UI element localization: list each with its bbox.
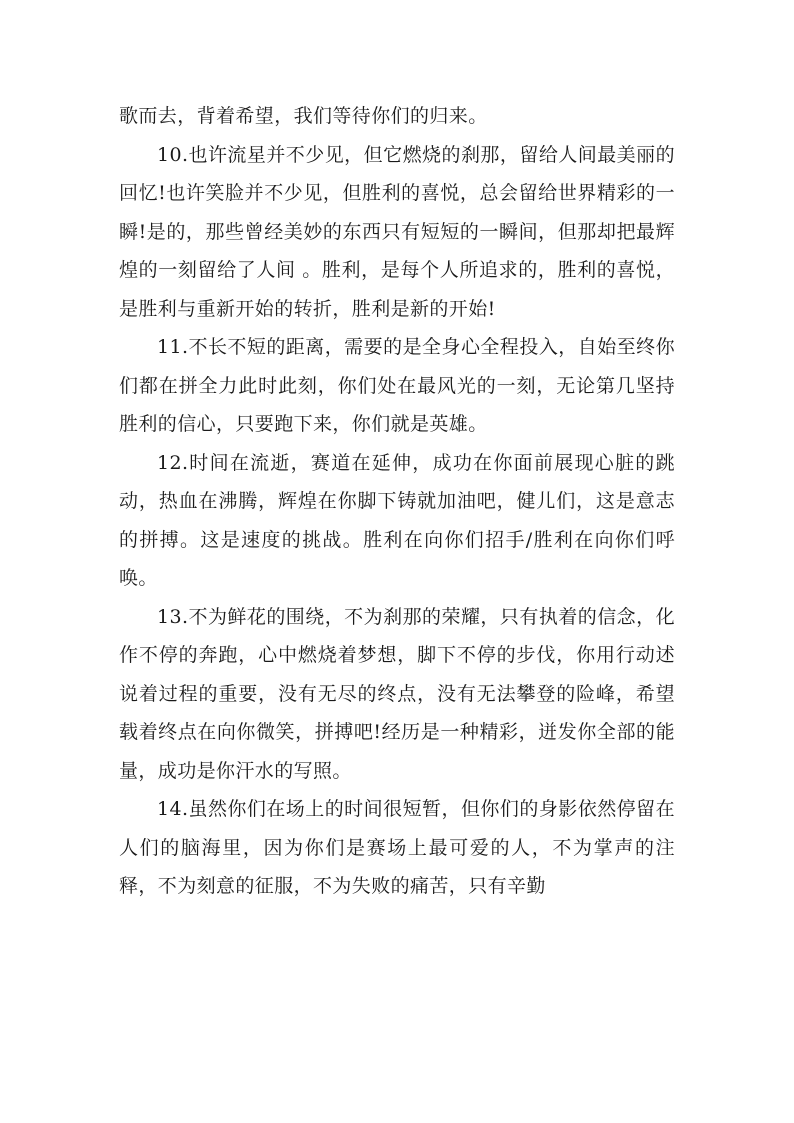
paragraph-item-13: 13.不为鲜花的围绕，不为刹那的荣耀，只有执着的信念，化作不停的奔跑，心中燃烧着梦想，脚下不停的步伐，你用行动述说着过程的重要，没有无尽的终点，没有无法攀登的险峰，希望载着终点在向你微笑，拼搏吧!经历是一种精彩，迸发你全部的能量，成功是你汗水的写照。 [119, 605, 675, 782]
document-body [119, 97, 675, 906]
paragraph-continuation: 歌而去，背着希望，我们等待你们的归来。 [119, 105, 488, 127]
paragraph-item-12: 12.时间在流逝，赛道在延伸，成功在你面前展现心脏的跳动，热血在沸腾，辉煌在你脚下铸就加油吧，健儿们，这是意志的拼搏。这是速度的挑战。胜利在向你们招手/胜利在向你们呼唤。 [119, 451, 675, 589]
paragraph-item-14: 14.虽然你们在场上的时间很短暂，但你们的身影依然停留在人们的脑海里，因为你们是赛场上最可爱的人，不为掌声的注释，不为刻意的征服，不为失败的痛苦，只有辛勤 [119, 798, 675, 897]
paragraph-item-10: 10.也许流星并不少见，但它燃烧的刹那，留给人间最美丽的回忆!也许笑脸并不少见，但胜利的喜悦，总会留给世界精彩的一瞬!是的，那些曾经美妙的东西只有短短的一瞬间，但那却把最辉煌的一刻留给了人间 。胜利，是每个人所追求的，胜利的喜悦，是胜利与重新开始的转折，胜利是新的开始! [119, 143, 675, 320]
paragraph-item-11: 11.不长不短的距离，需要的是全身心全程投入，自始至终你们都在拼全力此时此刻，你们处在最风光的一刻，无论第几坚持胜利的信心，只要跑下来，你们就是英雄。 [119, 336, 675, 435]
